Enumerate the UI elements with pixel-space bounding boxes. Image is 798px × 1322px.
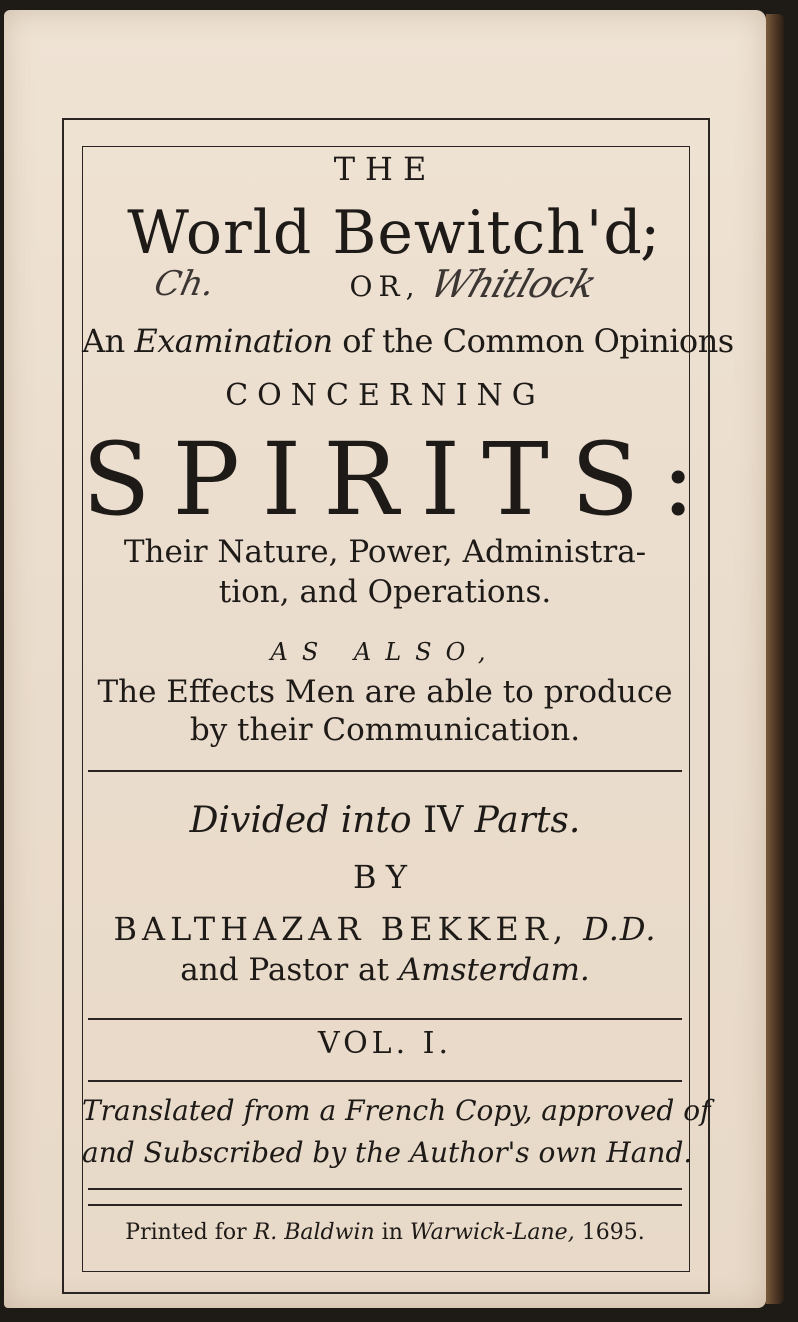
- divider-rule: [88, 1018, 682, 1020]
- imprint-year: 1695.: [581, 1220, 645, 1245]
- book-edge: [766, 14, 784, 1304]
- examination-pre: An: [82, 322, 125, 360]
- author-line: [82, 910, 688, 948]
- handwritten-note-left: Ch.: [150, 264, 218, 304]
- main-title-text: World Bewitch'd: [127, 198, 643, 268]
- nature-line-2: tion, and Operations.: [218, 574, 552, 610]
- divider-rule: [88, 1188, 682, 1190]
- concerning-line: CONCERNING: [225, 378, 545, 413]
- effects-line-2: by their Communication.: [189, 712, 581, 748]
- divided-numeral: IV: [423, 800, 464, 841]
- imprint-pre: Printed for: [125, 1220, 247, 1245]
- title-or: OR,: [349, 270, 421, 303]
- pastor-line: [82, 952, 688, 988]
- imprint-mid: in: [381, 1220, 403, 1245]
- author-name: BALTHAZAR BEKKER,: [113, 910, 568, 948]
- main-title-punct: ;: [640, 198, 662, 268]
- pastor-place: Amsterdam.: [398, 952, 590, 988]
- imprint-place: Warwick-Lane,: [409, 1220, 575, 1245]
- nature-line-1: Their Nature, Power, Administra-: [123, 534, 647, 570]
- divided-pre: Divided into: [189, 800, 412, 841]
- examination-italic: Examination: [134, 322, 333, 360]
- examination-post: of the Common Opinions: [342, 322, 734, 360]
- divider-rule: [88, 1080, 682, 1082]
- as-also-line: AS ALSO,: [270, 638, 500, 666]
- pastor-pre: and Pastor at: [180, 952, 389, 988]
- translated-line-2: and Subscribed by the Author's own Hand.: [82, 1136, 693, 1169]
- author-degree: D.D.: [583, 910, 657, 948]
- divider-rule: [88, 770, 682, 772]
- divided-line: [82, 800, 688, 841]
- by-line: BY: [352, 858, 418, 896]
- examination-line: [82, 322, 734, 360]
- spirits-heading: SPIRITS:: [82, 421, 717, 538]
- title-the: THE: [333, 150, 437, 188]
- effects-line-1: The Effects Men are able to produce: [97, 674, 673, 710]
- imprint-printer: R. Baldwin: [253, 1220, 375, 1245]
- volume-line: VOL. I.: [317, 1026, 453, 1061]
- main-title: [82, 198, 688, 268]
- divider-rule: [88, 1204, 682, 1206]
- imprint-line: [82, 1220, 688, 1245]
- divided-post: Parts.: [474, 800, 581, 841]
- handwritten-signature: Whitlock: [424, 262, 602, 306]
- translated-line-1: Translated from a French Copy, approved of: [82, 1094, 711, 1127]
